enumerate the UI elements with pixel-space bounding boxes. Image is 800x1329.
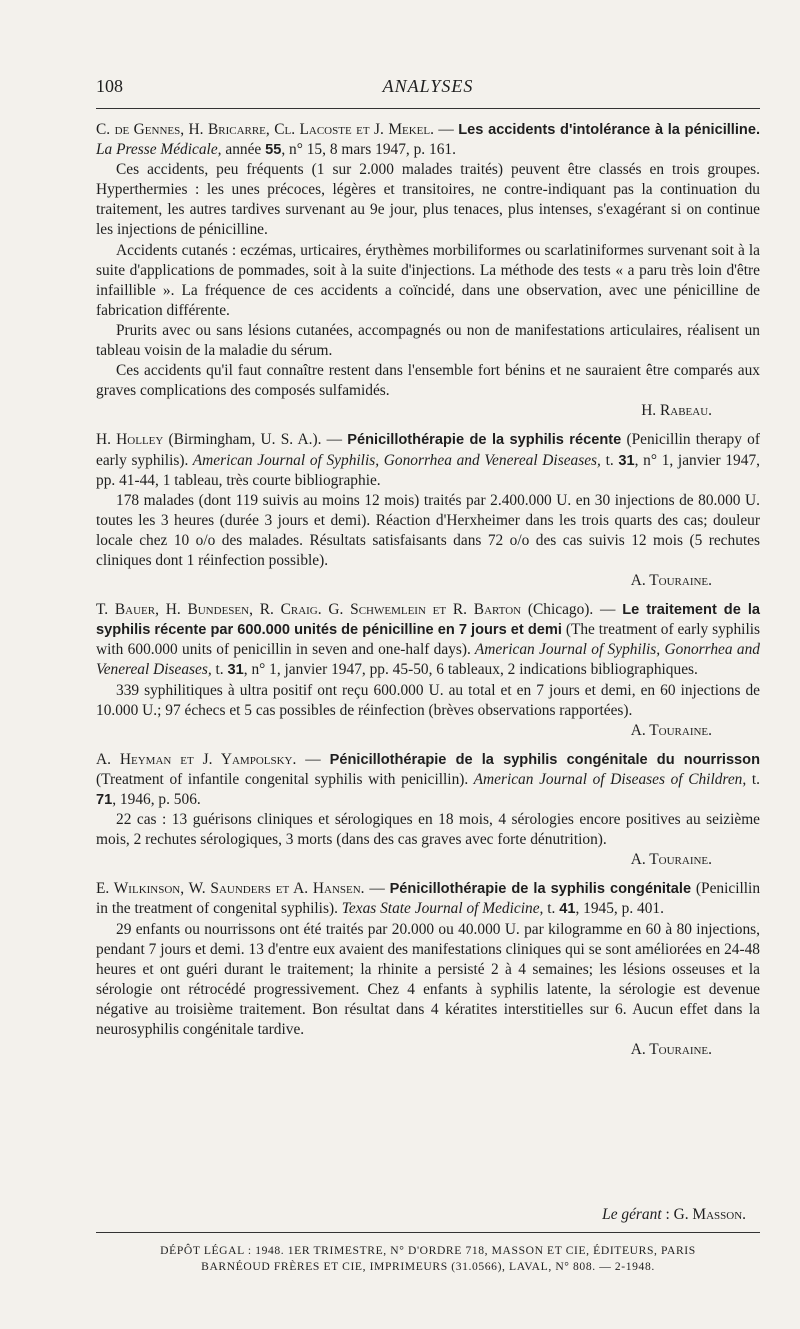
abstracts-list — [96, 120, 760, 1069]
abstract-title: Les accidents d'intolérance à la pénicilline. — [458, 122, 760, 138]
reviewer-signature: H. Rabeau. — [641, 402, 712, 420]
abstract-paragraph: Ces accidents, peu fréquents (1 sur 2.000 malades traités) peuvent être classés en trois groupes. Hyperthermies : les unes précoces, légères et transitoires, ne contre-indiquant pas la continuation du traitement, les autres tardives survenant au 9e jour, plus tenaces, plus intenses, s'exagérant si on continue les injections de pénicilline. — [96, 161, 760, 239]
abstract-heading — [96, 879, 760, 919]
abstract-paragraph: Prurits avec ou sans lésions cutanées, accompagnés ou non de manifestations articulaires, réalisent un tableau voisin de la maladie du sérum. — [96, 321, 760, 360]
gerant-line — [96, 1206, 746, 1224]
volume-number: 71 — [96, 792, 113, 808]
abstract-entry — [96, 120, 760, 421]
journal-name: American Journal of Syphilis, Gonorrhea and Venereal Diseases, — [96, 641, 760, 679]
volume-prefix: t. — [746, 770, 760, 788]
abstract-entry — [96, 879, 760, 1060]
reviewer-signature: A. Touraine. — [630, 851, 712, 869]
heading-separator: — — [296, 750, 330, 768]
abstract-entry — [96, 600, 760, 741]
gerant-label: Le gérant — [602, 1206, 662, 1223]
page-number: 108 — [96, 76, 123, 96]
citation-details: , n° 1, janvier 1947, pp. 41-44, 1 tableau, très courte bibliographie. — [96, 451, 760, 489]
journal-name: La Presse Médicale, — [96, 141, 222, 159]
original-title: (The treatment of early syphilis with 600.000 units of penicillin in seven and one-half days). — [96, 621, 760, 659]
original-title: (Penicillin in the treatment of congenital syphilis). — [96, 880, 761, 918]
abstract-entry — [96, 430, 760, 591]
volume-prefix: année — [221, 141, 266, 159]
abstract-title: Le traitement de la syphilis récente par 600.000 unités de pénicilline en 7 jours et demi — [96, 602, 760, 639]
imprint-line-1: DÉPÔT LÉGAL : 1948. 1ER TRIMESTRE, N° D'ORDRE 718, MASSON ET CIE, ÉDITEURS, PARIS — [160, 1244, 696, 1257]
gerant-name: G. Masson. — [673, 1206, 746, 1223]
heading-separator: — — [433, 121, 459, 138]
abstract-authors: T. Bauer, H. Bundesen, R. Craig. G. Schwemlein et R. Barton — [96, 601, 522, 619]
volume-number: 55 — [265, 142, 282, 159]
footer-rule — [96, 1232, 760, 1233]
heading-separator: (Chicago). — — [521, 601, 623, 619]
volume-number: 31 — [227, 662, 244, 679]
journal-name: American Journal of Diseases of Children, — [468, 770, 747, 788]
heading-separator: (Birmingham, U. S. A.). — — [163, 431, 348, 449]
abstract-paragraph: 178 malades (dont 119 suivis au moins 12 mois) traités par 2.400.000 U. en 30 injections de 80.000 U. toutes les 3 heures (durée 3 jours et demi). Réaction d'Herxheimer dans les trois quarts des cas; douleur locale chez 10 o/o des malades. Résultats satisfaisants dans 72 o/o des cas suivis 12 mois (5 rechutes cliniques dont 1 réinfection possible). — [96, 491, 760, 569]
gerant-separator: : — [661, 1206, 674, 1223]
abstract-title: Pénicillothérapie de la syphilis récente — [347, 432, 622, 449]
abstract-authors: H. Holley — [96, 431, 164, 449]
abstract-paragraph: Accidents cutanés : eczémas, urticaires, érythèmes morbiliformes ou scarlatiniformes survenant soit à la suite d'applications de pommades, soit à la suite d'injections. La méthode des tests « a paru très loin d'être infaillible ». La fréquence de ces accidents a coïncidé, dans une observation, avec une pénicilline de fabrication différente. — [96, 241, 760, 319]
citation-details: , 1946, p. 506. — [112, 791, 201, 808]
imprint — [96, 1243, 760, 1275]
volume-number: 41 — [559, 901, 576, 918]
running-title: ANALYSES — [382, 76, 474, 96]
original-title: (Penicillin therapy of early syphilis). — [96, 431, 760, 469]
abstract-paragraph: Ces accidents qu'il faut connaître restent dans l'ensemble fort bénins et ne sauraient être comparés aux graves complications des composés sulfamidés. — [96, 362, 760, 400]
journal-name: American Journal of Syphilis, Gonorrhea and Venereal Diseases, — [188, 451, 601, 469]
reviewer-signature: A. Touraine. — [630, 1041, 712, 1059]
volume-prefix: t. — [211, 661, 228, 679]
heading-separator: — — [364, 880, 390, 898]
abstract-heading — [96, 750, 760, 810]
volume-prefix: t. — [600, 451, 619, 469]
citation-details: , 1945, p. 401. — [575, 900, 664, 918]
journal-name: Texas State Journal of Medicine, — [337, 900, 544, 918]
abstract-title: Pénicillothérapie de la syphilis congénitale du nourrisson — [329, 751, 760, 768]
original-title: (Treatment of infantile congenital syphilis with penicillin). — [96, 770, 469, 788]
abstract-authors: A. Heyman et J. Yampolsky. — [96, 750, 297, 768]
citation-details: , n° 1, janvier 1947, pp. 45-50, 6 tableaux, 2 indications bibliographiques. — [243, 661, 698, 679]
volume-number: 31 — [618, 452, 635, 469]
reviewer-signature: A. Touraine. — [630, 721, 712, 739]
abstract-heading — [96, 120, 760, 160]
page-header — [96, 76, 760, 100]
header-rule — [96, 108, 760, 109]
abstract-paragraph: 29 enfants ou nourrissons ont été traités par 20.000 ou 40.000 U. par kilogramme en 60 à 80 injections, pendant 7 jours et demi. 13 d'entre eux avaient des manifestations cliniques qui se sont améliorées en 24-48 heures et ont guéri durant le traitement; la rhinite a persisté 2 à 4 semaines; les lésions osseuses et la sérologie ont rétrocédé progressivement. Chez 4 enfants à syphilis latente, la sérologie est devenue négative au troisième traitement. Bon résultat dans 4 kératites interstitielles sur 6. Aucun effet dans la neurosyphilis congénitale tardive. — [96, 920, 760, 1039]
abstract-heading — [96, 600, 760, 680]
abstract-heading — [96, 430, 760, 490]
abstract-title: Pénicillothérapie de la syphilis congénitale — [389, 881, 692, 898]
abstract-paragraph: 339 syphilitiques à ultra positif ont reçu 600.000 U. au total et en 7 jours et demi, en 60 injections de 10.000 U.; 97 échecs et 5 cas possibles de réinfection (brèves observations rapportées). — [96, 681, 760, 719]
abstract-authors: E. Wilkinson, W. Saunders et A. Hansen. — [96, 880, 365, 898]
reviewer-signature: A. Touraine. — [630, 572, 712, 590]
citation-details: , n° 15, 8 mars 1947, p. 161. — [281, 141, 456, 159]
abstract-paragraph: 22 cas : 13 guérisons cliniques et sérologiques en 18 mois, 4 sérologies encore positives au seizième mois, 2 rechutes sérologiques, 3 morts (dans des cas graves avec forte dénutrition). — [96, 811, 760, 849]
imprint-line-2: BARNÉOUD FRÈRES ET CIE, IMPRIMEURS (31.0566), LAVAL, N° 808. — 2-1948. — [201, 1260, 655, 1273]
abstract-entry — [96, 750, 760, 871]
volume-prefix: t. — [543, 900, 560, 918]
abstract-authors: C. de Gennes, H. Bricarre, Cl. Lacoste et J. Mekel. — [96, 121, 434, 138]
